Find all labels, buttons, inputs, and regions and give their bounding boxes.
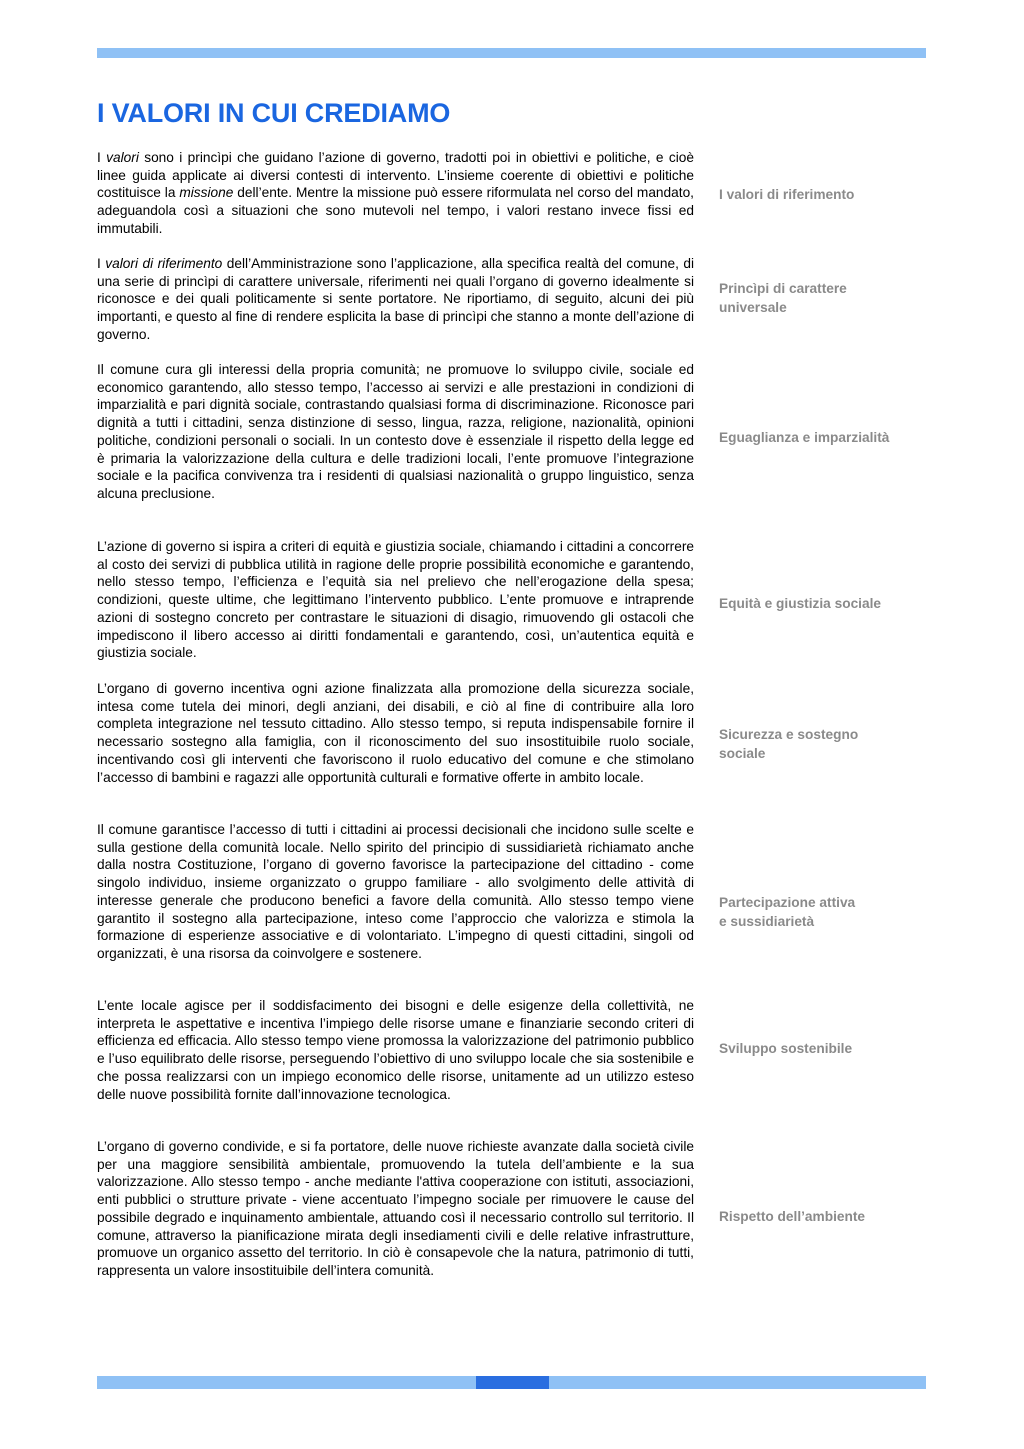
sidebar-label-eguaglianza: Eguaglianza e imparzialità xyxy=(719,430,890,445)
paragraph-eguaglianza: Il comune cura gli interessi della propria comunità; ne promuove lo sviluppo civile, sociale ed economico garantendo, allo stesso tempo, l’accesso ai servizi e alle prestazioni in condizioni di imparzialità e pari dignità sociale, contrastando qualsiasi forma di discriminazione. Riconosce pari dignità a tutti i cittadini, senza distinzione di sesso, lingua, razza, religione, nazionalità, opinioni politiche, condizioni personali o sociali. In un contesto dove è essenziale il rispetto della legge ed è primaria la valorizzazione della cultura e delle tradizioni locali, l’ente promuove l’integrazione sociale e la pacifica convivenza tra i residenti di qualsiasi nazionalità o gruppo linguistico, senza alcuna preclusione. xyxy=(97,362,694,501)
sidebar-label-sicurezza: Sicurezza e sostegno sociale xyxy=(719,727,859,761)
sidebar-label-principi: Princìpi di carattere universale xyxy=(719,281,847,315)
paragraph-partecipazione: Il comune garantisce l’accesso di tutti i cittadini ai processi decisionali che incidono sulle scelte e sulla gestione della comunità locale. Nello spirito del principio di sussidiarietà richiamato anche dalla nostra Costituzione, l’organo di governo favorisce la partecipazione del cittadino - come singolo individuo, insieme organizzato o gruppo familiare - allo svolgimento delle attività di interesse generale che producono benefici a favore della comunità. Allo stesso tempo viene garantito il sostegno alla partecipazione, inteso come l’approccio che valorizza e stimola la formazione di esperienze associative e di volontariato. L’impegno di questi cittadini, singoli od organizzati, è una risorsa da coinvolgere e sostenere. xyxy=(97,822,694,961)
page-title: I VALORI IN CUI CREDIAMO xyxy=(97,98,451,128)
top-decorative-bar xyxy=(97,48,926,58)
sidebar-label-sviluppo: Sviluppo sostenibile xyxy=(719,1041,853,1056)
sidebar-label-valori-riferimento: I valori di riferimento xyxy=(719,187,855,202)
sidebar-label-partecipazione: Partecipazione attiva e sussidiarietà xyxy=(719,895,856,929)
paragraph-sicurezza: L’organo di governo incentiva ogni azione finalizzata alla promozione della sicurezza sociale, intesa come tutela dei minori, degli anziani, dei disabili, e ciò al fine di contribuire alla loro completa integrazione nel tessuto cittadino. Allo stesso tempo, si reputa indispensabile fornire il necessario sostegno alla famiglia, con il riconoscimento del suo insostituibile ruolo sociale, incentivando così gli interventi che favoriscono il ruolo educativo del comune e che stimolano l’accesso di bambini e ragazzi alle opportunità culturali e formative offerte in ambito locale. xyxy=(97,681,694,785)
paragraph-valori-riferimento: I valori di riferimento dell’Amministrazione sono l’applicazione, alla specifica realtà del comune, di una serie di princìpi di carattere universale, riferimenti nei quali l’organo di governo idealmente si riconosce e dei quali politicamente si sente portatore. Ne riportiamo, di seguito, alcuni dei più importanti, e questo al fine di rendere esplicita la base di princìpi che stanno a monte dell’azione di governo. xyxy=(97,256,695,342)
paragraph-ambiente: L’organo di governo condivide, e si fa portatore, delle nuove richieste avanzate dalla società civile per una maggiore sensibilità ambientale, promuovendo la tutela dell’ambiente e la sua valorizzazione. Allo stesso tempo - anche mediante l'attiva cooperazione con istituti, associazioni, enti pubblici o strutture private - viene accentuato l’impegno sociale per rimuovere le cause del possibile degrado e inquinamento ambientale, attuando così il necessario controllo sul territorio. Il comune, attraverso la pianificazione mirata degli insediamenti civili e delle relative infrastrutture, promuove un organico assetto del territorio. In ciò è consapevole che la natura, patrimonio di tutti, rappresenta un valore insostituibile dell’intera comunità. xyxy=(97,1139,694,1278)
sidebar-label-ambiente: Rispetto dell’ambiente xyxy=(719,1209,866,1224)
bottom-bar-marker xyxy=(476,1376,549,1389)
paragraph-valori: I valori sono i princìpi che guidano l’azione di governo, tradotti poi in obiettivi e politiche, e cioè linee guida applicate ai diversi contesti di intervento. L’insieme coerente di obiettivi e politiche costituisce la missione dell’ente. Mentre la missione può essere riformulata nel corso del mandato, adeguandola così a situazioni che sono mutevoli nel tempo, i valori restano invece fissi ed immutabili. xyxy=(97,150,694,236)
sidebar-label-equita: Equità e giustizia sociale xyxy=(719,596,882,611)
paragraph-equita: L’azione di governo si ispira a criteri di equità e giustizia sociale, chiamando i cittadini a concorrere al costo dei servizi di pubblica utilità in ragione delle proprie possibilità economiche e garantendo, nello stesso tempo, l’efficienza e l’equità sia nel prelievo che nell’erogazione della spesa; condizioni, queste ultime, che legittimano l’intervento pubblico. L’ente promuove e intraprende azioni di sostegno concreto per contrastare le situazioni di disagio, rimuovendo gli ostacoli che impediscono il libero accesso ai diritti fondamentali e garantendo, così, un’autentica equità e giustizia sociale. xyxy=(97,539,694,661)
paragraph-sviluppo: L’ente locale agisce per il soddisfacimento dei bisogni e delle esigenze della collettività, ne interpreta le aspettative e incentiva l’impiego delle risorse umane e finanziarie secondo criteri di efficienza ed efficacia. Allo stesso tempo viene promossa la valorizzazione del patrimonio pubblico e l’uso equilibrato delle risorse, perseguendo l’obiettivo di uno sviluppo locale che sia sostenibile e che possa realizzarsi con un impiego economico delle risorse, unitamente ad un utilizzo esteso delle nuove possibilità fornite dall’innovazione tecnologica. xyxy=(97,998,694,1102)
